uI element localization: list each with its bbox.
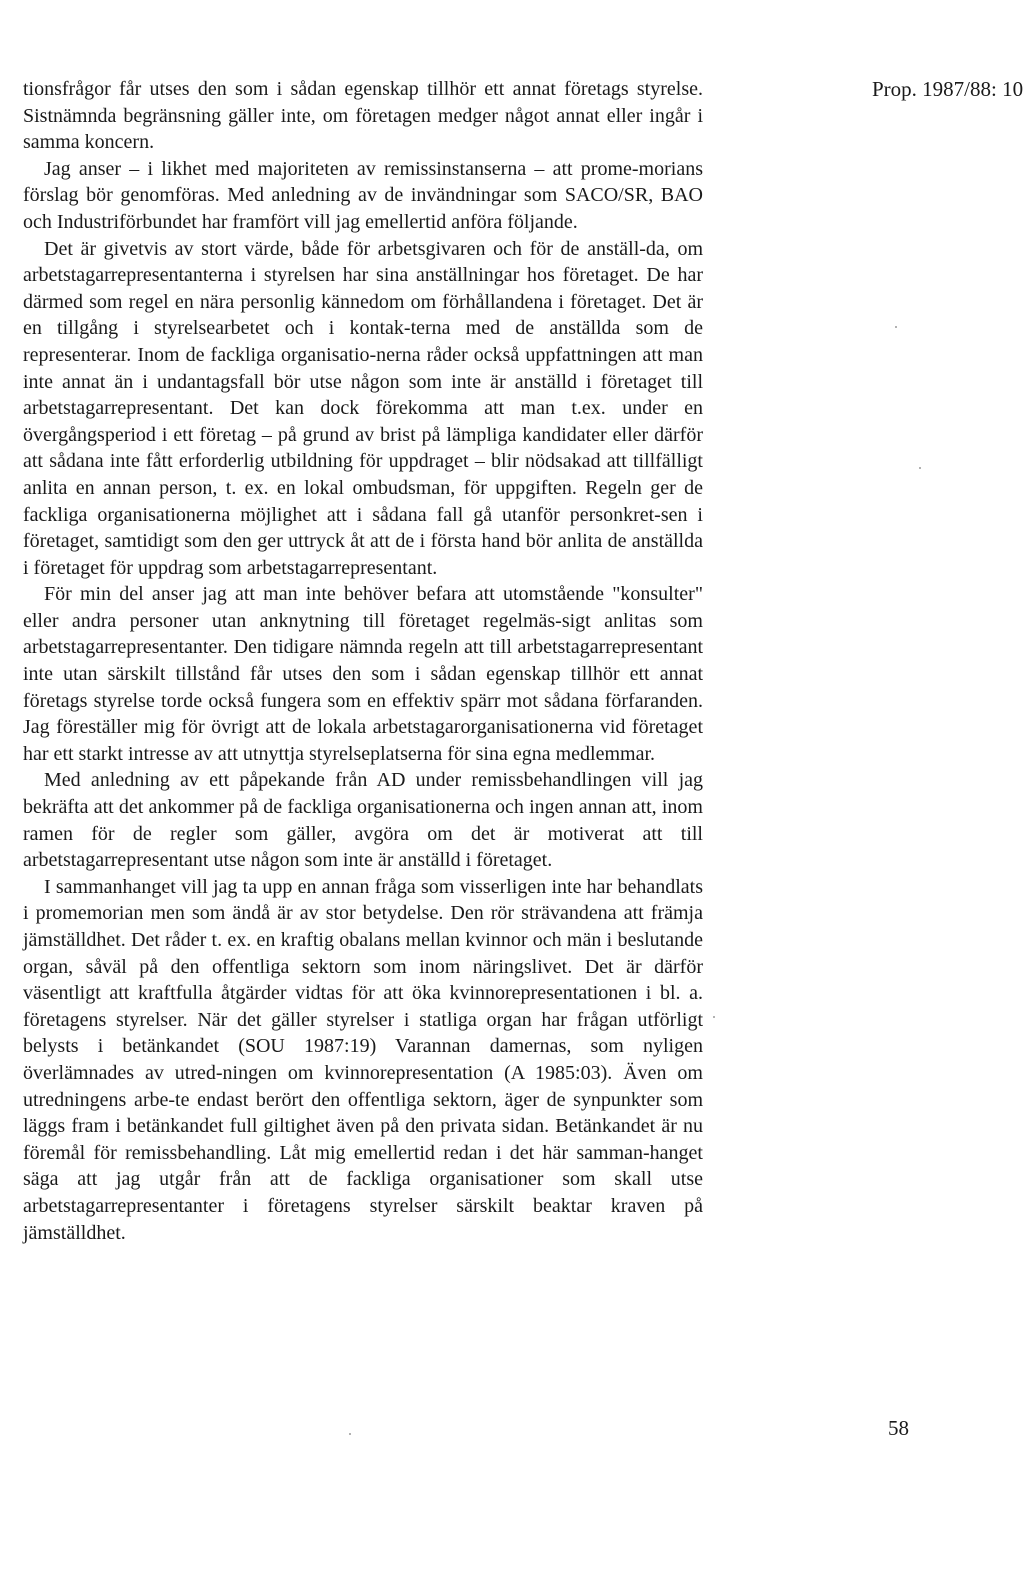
paragraph-6: I sammanhanget vill jag ta upp en annan fråga som visserligen inte har behandlats i promemorian men som ändå är av stor betydelse. Den rör strävandena att främja jämställdhet. Det råder t. ex. en kraftig obalans mellan kvinnor och män i beslutande organ, såväl på den offentliga sektorn som inom näringslivet. Det är därför väsentligt att kraftfulla åtgärder vidtas för att öka kvinnorepresentationen i bl. a. företagens styrelser. När det gäller styrelser i statliga organ har frågan utförligt belysts i betänkandet (SOU 1987:19) Varannan damernas, som nyligen överlämnades av utred-ningen om kvinnorepresentation (A 1985:03). Även om utredningens arbe-te endast berört den offentliga sektorn, äger de synpunkter som läggs fram i betänkandet full giltighet även på den privata sidan. Betänkandet är nu föremål för remissbehandling. Låt mig emellertid redan i det här samman-hanget säga att jag utgår från att de fackliga organisationer som skall utse arbetstagarrepresentanter i företagens styrelser särskilt beaktar kraven på jämställdhet. — [23, 875, 703, 1244]
scan-speck — [349, 1433, 351, 1435]
body-text — [23, 76, 703, 1246]
proposition-reference: Prop. 1987/88: 10 — [872, 77, 1024, 101]
paragraph-5: Med anledning av ett påpekande från AD under remissbehandlingen vill jag bekräfta att det ankommer på de fackliga organisationerna och ingen annan att, inom ramen för de regler som gäller, avgöra om det är motiverat att till arbetstagarrepresentant utse någon som inte är anställd i företaget. — [23, 769, 703, 872]
paragraph-4: För min del anser jag att man inte behöver befara att utomstående "konsulter" eller andra personer utan anknytning till företaget regelmäs-sigt anlitas som arbetstagarrepresentanter. Den tidigare nämnda regeln att till arbetstagarrepresentant inte utan särskilt tillstånd får utses den som i sådan egenskap tillhör ett annat företags styrelse torde också fungera som en effektiv spärr mot sådana förfaranden. Jag föreställer mig för övrigt att de lokala arbetstagarorganisationerna vid företaget har ett starkt intresse av att utnyttja styrelseplatserna för sina egna medlemmar. — [23, 583, 703, 765]
paragraph-3: Det är givetvis av stort värde, både för arbetsgivaren och för de anställ-da, om arbetstagarrepresentanterna i styrelsen har sina anställningar hos företaget. De har därmed som regel en nära personlig kännedom om förhållandena i företaget. Det är en tillgång i styrelsearbetet och i kontak-terna med de anställda som de representerar. Inom de fackliga organisatio-nerna råder också uppfattningen att man inte annat än i undantagsfall bör utse någon som inte är anställd i företaget till arbetstagarrepresentant. Det kan dock förekomma att man t.ex. under en övergångsperiod i ett företag – på grund av brist på lämpliga kandidater eller därför att sådana inte fått erforderlig utbildning för uppdraget – blir nödsakad att tillfälligt anlita en annan person, t. ex. en lokal ombudsman, för uppgiften. Regeln ger de fackliga organisationerna möjlighet att i sådana fall gå utanför personkret-sen i företaget, samtidigt som den ger uttryck åt att de i första hand bör anlita de anställda i företaget för uppdrag som arbetstagarrepresentant. — [23, 237, 703, 579]
paragraph-2: Jag anser – i likhet med majoriteten av remissinstanserna – att prome-morians förslag bör genomföras. Med anledning av de invändningar som SACO/SR, BAO och Industriförbundet har framfört vill jag emellertid anföra följande. — [23, 157, 703, 233]
page-number: 58 — [888, 1416, 909, 1440]
paragraph-1: tionsfrågor får utses den som i sådan egenskap tillhör ett annat företags styrelse. Sistnämnda begränsning gäller inte, om företagen medger något annat eller ingår i samma koncern. — [23, 78, 703, 154]
scan-speck — [895, 326, 897, 328]
scan-speck — [713, 1016, 715, 1018]
scan-speck — [919, 467, 921, 469]
